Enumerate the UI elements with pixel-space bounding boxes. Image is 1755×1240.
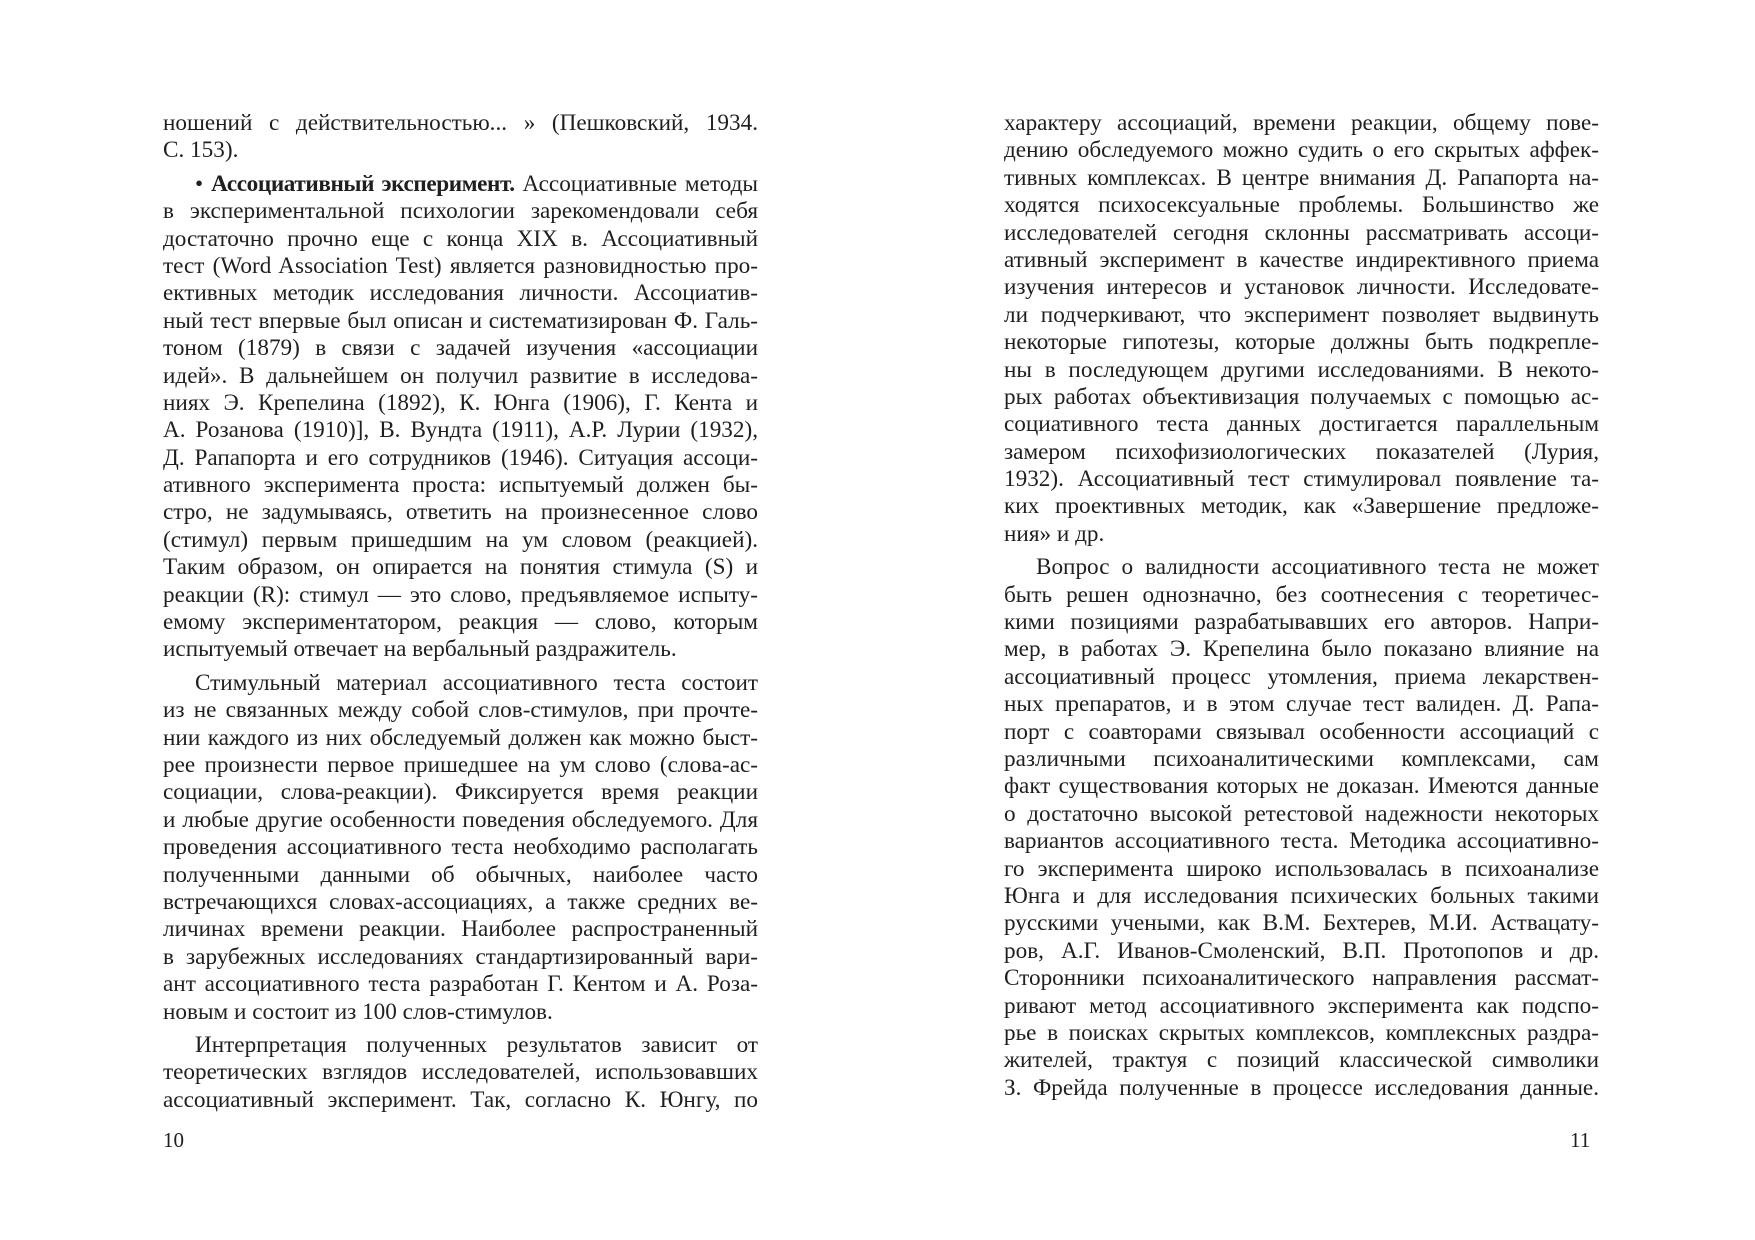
- line-text: Стимульный материал ассоциативного теста состоит: [195, 669, 758, 696]
- right-page-text: [1004, 110, 1599, 1102]
- line-text: ния» и др.: [1004, 520, 1105, 547]
- left-page-text: [163, 110, 758, 1114]
- line-text: А. Розанова (1910)], В. Вундта (1911), А.Р. Лурии (1932),: [163, 417, 758, 444]
- text-line: [163, 363, 758, 390]
- text-line: [1004, 883, 1599, 910]
- text-line: [163, 752, 758, 779]
- text-line: [1004, 247, 1599, 274]
- text-line: [163, 417, 758, 444]
- page-number-right: 11: [1570, 1128, 1591, 1152]
- text-line: [1004, 357, 1599, 384]
- text-line: [163, 889, 758, 916]
- line-text: в экспериментальной психологии зарекомендовали себя: [163, 198, 758, 225]
- text-line: [1004, 274, 1599, 301]
- line-text: Д. Рапапорта и его сотрудников (1946). Ситуация ассоци-: [163, 444, 758, 471]
- text-line: [1004, 329, 1599, 356]
- line-text: ант ассоциативного теста разработан Г. Кентом и А. Роза-: [163, 971, 758, 998]
- line-text: нии каждого из них обследуемый должен как можно быст-: [163, 724, 758, 751]
- text-line: [1004, 1075, 1599, 1102]
- text-line: [1004, 110, 1599, 137]
- text-line: [163, 1032, 758, 1059]
- text-line: [1004, 609, 1599, 636]
- line-text: и любые другие особенности поведения обследуемого. Для: [163, 806, 758, 833]
- line-text: новым и состоит из 100 слов-стимулов.: [163, 998, 553, 1025]
- line-text: идей». В дальнейшем он получил развитие в исследова-: [163, 362, 758, 389]
- line-text: изучения интересов и установок личности. Исследовате-: [1004, 274, 1599, 301]
- line-text: быть решен однозначно, без соотнесения с теоретичес-: [1004, 581, 1599, 608]
- line-text: Ассоциативные методы: [514, 170, 758, 197]
- line-text: факт существования которых не доказан. Имеются данные: [1004, 773, 1599, 800]
- text-line: [1004, 493, 1599, 520]
- line-text: различными психоаналитическими комплексами, сам: [1004, 745, 1599, 772]
- line-text: проведения ассоциативного теста необходимо располагать: [163, 834, 758, 861]
- text-line: [1004, 192, 1599, 219]
- line-text: ниях Э. Крепелина (1892), К. Юнга (1906), Г. Кента и: [163, 389, 758, 416]
- line-text: характеру ассоциаций, времени реакции, общему пове-: [1004, 110, 1599, 136]
- text-line: [163, 609, 758, 636]
- line-text: Интерпретация полученных результатов зависит от: [195, 1031, 758, 1058]
- text-line: [1004, 636, 1599, 663]
- text-line: [163, 137, 758, 164]
- text-line: [1004, 719, 1599, 746]
- line-text: Вопрос о валидности ассоциативного теста не может: [1036, 554, 1599, 581]
- text-line: [163, 807, 758, 834]
- line-text: ный тест впервые был описан и систематизирован Ф. Галь-: [163, 307, 758, 334]
- line-text: тивных комплексах. В центре внимания Д. Рапапорта на-: [1004, 164, 1599, 191]
- section-heading: Ассоциативный эксперимент.: [211, 170, 515, 197]
- text-line: [163, 999, 758, 1026]
- text-line: [163, 472, 758, 499]
- line-text: ривают метод ассоциативного эксперимента как подспо-: [1004, 992, 1599, 1019]
- line-text: ношений с действительностью... » (Пешковский, 1934.: [163, 110, 758, 136]
- line-text: жителей, трактуя с позиций классической символики: [1004, 1047, 1599, 1074]
- line-text: полученными данными об обычных, наиболее часто: [163, 861, 758, 888]
- line-text: ких проективных методик, как «Завершение предложе-: [1004, 493, 1599, 520]
- text-line: [163, 335, 758, 362]
- line-text: ативного эксперимента проста: испытуемый должен бы-: [163, 472, 758, 499]
- text-line: [1004, 302, 1599, 329]
- line-text: вариантов ассоциативного теста. Методика ассоциативно-: [1004, 828, 1599, 855]
- text-line: [163, 582, 758, 609]
- text-line: [163, 697, 758, 724]
- line-text: исследователей сегодня склонны рассматривать ассоци-: [1004, 219, 1599, 246]
- text-line: [1004, 938, 1599, 965]
- line-text: дению обследуемого можно судить о его скрытых аффек-: [1004, 137, 1599, 164]
- text-line: [163, 445, 758, 472]
- line-text: С. 153).: [163, 137, 239, 164]
- line-text: рье в поисках скрытых комплексов, комплексных раздра-: [1004, 1019, 1599, 1046]
- line-text: кими позициями разрабатывавших его авторов. Напри-: [1004, 609, 1599, 636]
- text-line: [163, 198, 758, 225]
- text-line: [1004, 828, 1599, 855]
- text-line: [163, 916, 758, 943]
- bullet-marker: •: [195, 170, 204, 197]
- line-text: Сторонники психоаналитического направления рассмат-: [1004, 965, 1599, 992]
- text-line: [163, 171, 758, 198]
- line-text: ективных методик исследования личности. Ассоциатив-: [163, 280, 758, 307]
- line-text: достаточно прочно еще с конца XIX в. Ассоциативный: [163, 225, 758, 252]
- line-text: в зарубежных исследованиях стандартизированный вари-: [163, 943, 758, 970]
- text-line: [1004, 165, 1599, 192]
- text-line: [163, 308, 758, 335]
- text-line: [163, 527, 758, 554]
- text-line: [1004, 993, 1599, 1020]
- line-text: ходятся психосексуальные проблемы. Большинство же: [1004, 192, 1599, 219]
- text-line: [1004, 582, 1599, 609]
- text-line: [163, 834, 758, 861]
- line-text: (стимул) первым пришедшим на ум словом (реакцией).: [163, 526, 758, 553]
- text-line: [1004, 1020, 1599, 1047]
- text-line: [163, 1087, 758, 1114]
- text-line: [1004, 466, 1599, 493]
- text-line: [163, 636, 758, 663]
- line-text: ли подчеркивают, что эксперимент позволяет выдвинуть: [1004, 301, 1599, 328]
- text-line: [163, 390, 758, 417]
- line-text: встречающихся словах-ассоциациях, а также средних ве-: [163, 888, 758, 915]
- text-line: [1004, 965, 1599, 992]
- text-line: [1004, 521, 1599, 548]
- line-text: тоном (1879) в связи с задачей изучения «ассоциации: [163, 335, 758, 362]
- line-text: реакции (R): стимул — это слово, предъявляемое испыту-: [163, 581, 758, 608]
- text-line: [1004, 773, 1599, 800]
- line-text: русскими учеными, как В.М. Бехтерев, М.И. Аствацату-: [1004, 910, 1599, 937]
- line-text: замером психофизиологических показателей (Лурия,: [1004, 438, 1599, 465]
- line-text: ны в последующем другими исследованиями. В некото-: [1004, 356, 1599, 383]
- line-text: из не связанных между собой слов-стимулов, при прочте-: [163, 697, 758, 724]
- line-text: З. Фрейда полученные в процессе исследования данные.: [1004, 1074, 1599, 1101]
- line-text: испытуемый отвечает на вербальный раздражитель.: [163, 636, 677, 663]
- text-line: [1004, 554, 1599, 581]
- text-line: [163, 779, 758, 806]
- text-line: [1004, 691, 1599, 718]
- text-line: [1004, 856, 1599, 883]
- line-text: некоторые гипотезы, которые должны быть подкрепле-: [1004, 329, 1599, 356]
- text-line: [163, 971, 758, 998]
- line-text: ров, А.Г. Иванов-Смоленский, В.П. Протопопов и др.: [1004, 937, 1599, 964]
- line-text: ативный эксперимент в качестве индирективного приема: [1004, 246, 1599, 273]
- text-line: [163, 499, 758, 526]
- line-text: теоретических взглядов исследователей, использовавших: [163, 1059, 758, 1086]
- text-line: [1004, 439, 1599, 466]
- text-line: [163, 280, 758, 307]
- line-text: личинах времени реакции. Наиболее распространенный: [163, 916, 758, 943]
- text-line: [163, 1059, 758, 1086]
- text-line: [1004, 384, 1599, 411]
- line-text: Юнга и для исследования психических больных такими: [1004, 882, 1599, 909]
- text-line: [163, 944, 758, 971]
- page-number-left: 10: [163, 1128, 184, 1152]
- line-text: социативного теста данных достигается параллельным: [1004, 411, 1599, 438]
- text-line: [1004, 664, 1599, 691]
- text-line: [163, 725, 758, 752]
- line-text: го эксперимента широко использовалась в психоанализе: [1004, 855, 1599, 882]
- line-text: рых работах объективизация получаемых с помощью ас-: [1004, 383, 1599, 410]
- line-text: ных препаратов, и в этом случае тест валиден. Д. Рапа-: [1004, 691, 1599, 718]
- line-text: рее произнести первое пришедшее на ум слово (слова-ас-: [163, 751, 758, 778]
- line-text: мер, в работах Э. Крепелина было показано влияние на: [1004, 636, 1599, 663]
- text-line: [1004, 137, 1599, 164]
- line-text: ассоциативный процесс утомления, приема лекарствен-: [1004, 663, 1599, 690]
- text-line: [1004, 746, 1599, 773]
- line-text: тест (Word Association Test) является разновидностью про-: [163, 252, 758, 279]
- text-line: [1004, 411, 1599, 438]
- line-text: стро, не задумываясь, ответить на произнесенное слово: [163, 499, 758, 526]
- text-line: [163, 862, 758, 889]
- text-line: [163, 670, 758, 697]
- text-line: [163, 226, 758, 253]
- line-text: порт с соавторами связывал особенности ассоциаций с: [1004, 718, 1599, 745]
- line-text: емому экспериментатором, реакция — слово, которым: [163, 609, 758, 636]
- line-text: социации, слова-реакции). Фиксируется время реакции: [163, 779, 758, 806]
- text-line: [1004, 801, 1599, 828]
- text-line: [1004, 910, 1599, 937]
- line-text: о достаточно высокой ретестовой надежности некоторых: [1004, 800, 1599, 827]
- line-text: ассоциативный эксперимент. Так, согласно К. Юнгу, по: [163, 1086, 758, 1113]
- text-line: [163, 554, 758, 581]
- text-line: [1004, 220, 1599, 247]
- line-text: 1932). Ассоциативный тест стимулировал появление та-: [1004, 466, 1599, 493]
- text-line: [163, 110, 758, 137]
- text-line: [163, 253, 758, 280]
- text-line: [1004, 1047, 1599, 1074]
- line-text: Таким образом, он опирается на понятия стимула (S) и: [163, 554, 758, 581]
